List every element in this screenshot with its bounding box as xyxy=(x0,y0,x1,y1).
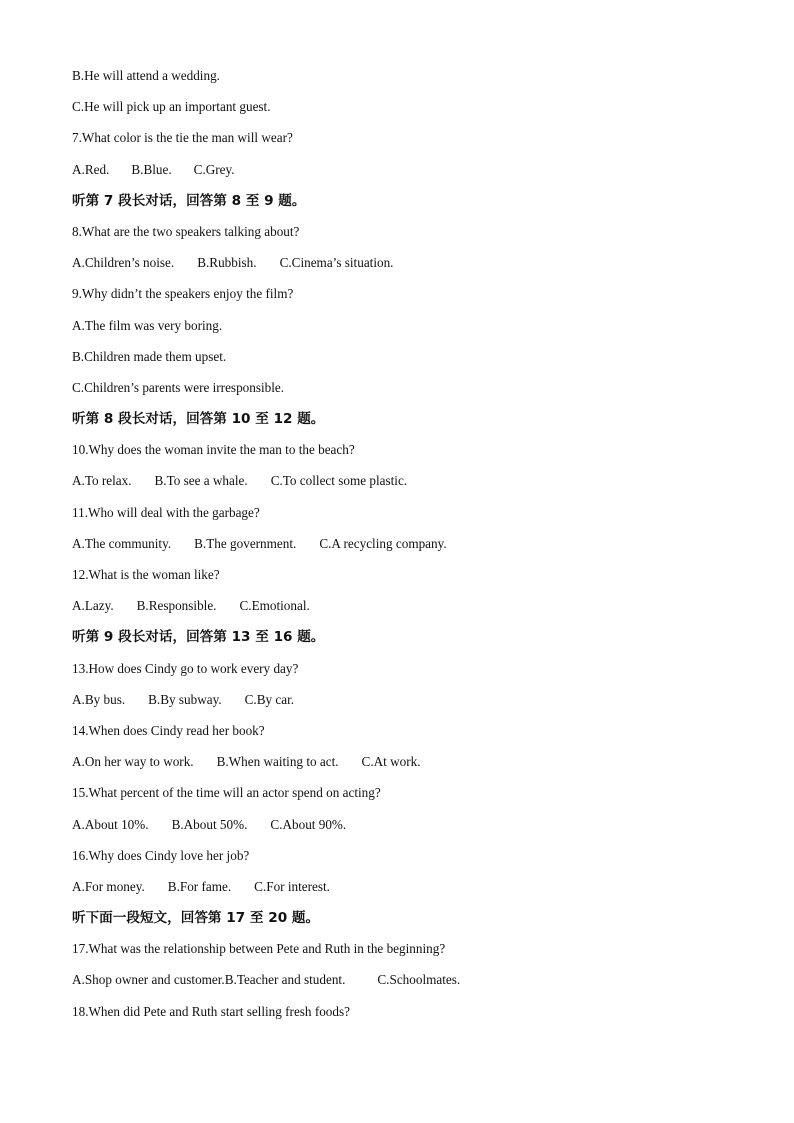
answer-option: A.Children’s noise. xyxy=(72,255,175,271)
answer-options xyxy=(72,533,732,564)
answer-option: A.By bus. xyxy=(72,691,126,707)
answer-option: C.For interest. xyxy=(254,878,330,894)
question-text: 17.What was the relationship between Pete and Ruth in the beginning? xyxy=(72,941,446,957)
question-text: B.Children made them upset. xyxy=(72,348,227,364)
question-text: 12.What is the woman like? xyxy=(72,567,220,582)
answer-options xyxy=(72,470,732,501)
question-text: 14.When does Cindy read her book? xyxy=(72,722,265,738)
question-text: 8.What are the two speakers talking about? xyxy=(72,223,300,239)
answer-option: B.Rubbish. xyxy=(197,255,257,271)
section-heading: 听第 7 段长对话，回答第 8 至 9 题。 xyxy=(72,192,306,209)
answer-option: A.The community. xyxy=(72,535,172,551)
answer-options xyxy=(72,969,732,1000)
question-text: A.The film was very boring. xyxy=(72,317,223,333)
question-text: 10.Why does the woman invite the man to the beach? xyxy=(72,442,355,458)
answer-option: A.About 10%. xyxy=(72,816,149,832)
answer-option: C.At work. xyxy=(361,754,421,770)
answer-option: C.Grey. xyxy=(193,161,235,177)
question-text: 13.How does Cindy go to work every day? xyxy=(72,660,299,676)
answer-option: A.Red. xyxy=(72,161,110,177)
answer-options xyxy=(72,595,732,626)
answer-option: C.Emotional. xyxy=(239,598,310,614)
question-text: B.He will attend a wedding. xyxy=(72,68,220,83)
answer-option: B.The government. xyxy=(194,535,297,551)
section-heading: 听第 8 段长对话，回答第 10 至 12 题。 xyxy=(72,411,325,428)
answer-option: C.About 90%. xyxy=(270,816,347,832)
answer-options xyxy=(72,814,732,845)
answer-option: B.Responsible. xyxy=(136,598,217,614)
answer-option: A.For money. xyxy=(72,878,145,894)
answer-option: B.Blue. xyxy=(131,161,172,177)
answer-options xyxy=(72,689,732,720)
question-text: 9.Why didn’t the speakers enjoy the film? xyxy=(72,286,294,302)
answer-option: A.To relax. xyxy=(72,473,132,489)
answer-option: C.To collect some plastic. xyxy=(270,473,408,489)
answer-options xyxy=(72,876,732,907)
answer-option: B.About 50%. xyxy=(171,816,248,832)
answer-option: C.Cinema’s situation. xyxy=(279,255,394,271)
answer-option: B.When waiting to act. xyxy=(216,754,339,770)
question-text: 11.Who will deal with the garbage? xyxy=(72,504,260,520)
answer-options xyxy=(72,252,732,283)
answer-option: C.Schoolmates. xyxy=(377,972,461,988)
question-text: 15.What percent of the time will an actor spend on acting? xyxy=(72,785,381,801)
section-heading: 听下面一段短文，回答第 17 至 20 题。 xyxy=(72,910,320,927)
question-text: 7.What color is the tie the man will wear? xyxy=(72,130,293,146)
answer-option: A.Shop owner and customer.B.Teacher and student. xyxy=(72,972,346,988)
question-text: 16.Why does Cindy love her job? xyxy=(72,847,250,863)
answer-option: B.By subway. xyxy=(148,691,222,707)
answer-option: A.On her way to work. xyxy=(72,754,194,770)
question-text: C.He will pick up an important guest. xyxy=(72,99,271,115)
question-text: 18.When did Pete and Ruth start selling fresh foods? xyxy=(72,1003,350,1019)
answer-options xyxy=(72,159,732,190)
section-heading: 听第 9 段长对话，回答第 13 至 16 题。 xyxy=(72,629,325,646)
question-text: C.Children’s parents were irresponsible. xyxy=(72,379,285,395)
answer-option: A.Lazy. xyxy=(72,598,114,614)
document-page xyxy=(72,65,732,1032)
answer-option: B.For fame. xyxy=(167,878,232,894)
answer-option: C.By car. xyxy=(244,691,295,707)
answer-option: B.To see a whale. xyxy=(154,473,248,489)
answer-options xyxy=(72,751,732,782)
answer-option: C.A recycling company. xyxy=(319,535,447,551)
